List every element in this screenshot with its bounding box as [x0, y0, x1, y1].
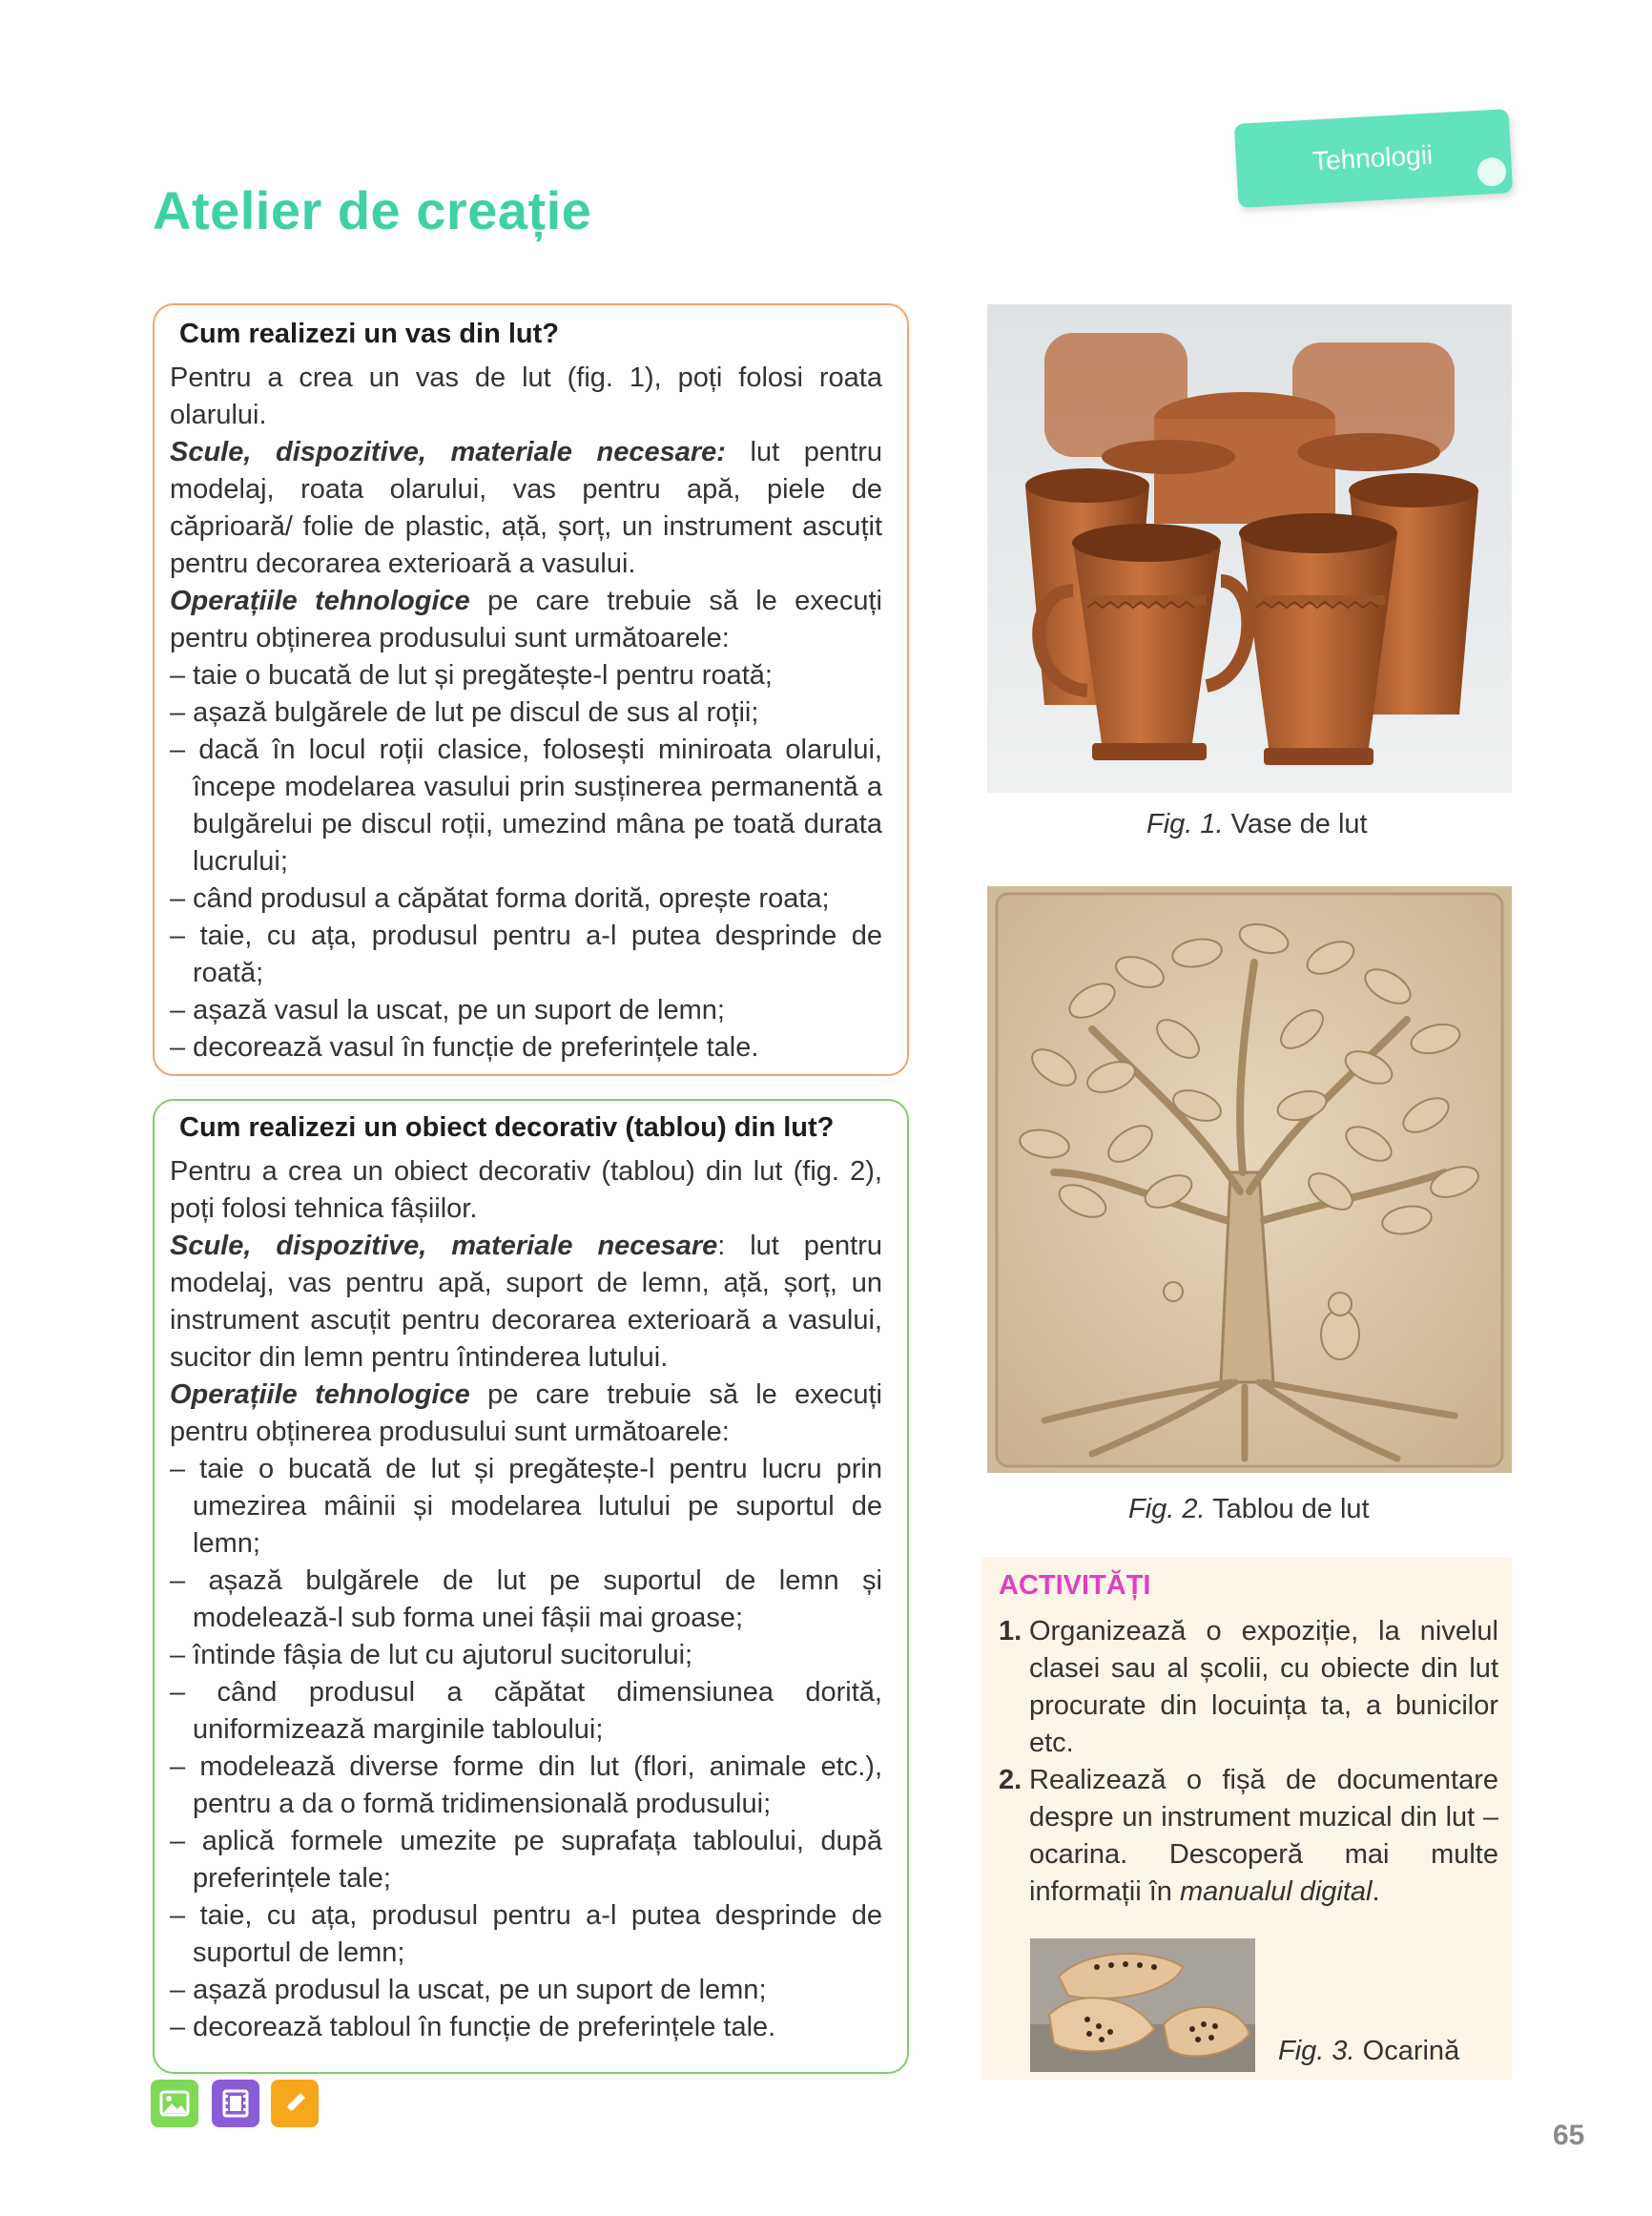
list-item: – dacă în locul roții clasice, folosești miniroata olarului, începe modelarea vasului prin susținerea permanentă a bulgărelui pe discul roții, umezind mâna pe toată durata lucrului; — [170, 735, 882, 877]
clay-tree-panel-photo — [987, 886, 1512, 1473]
operations-text: pe care trebuie să le execuți pentru obținerea produsului sunt următoarele: — [170, 1379, 882, 1447]
list-item: – întinde fâșia de lut cu ajutorul sucitorului; — [170, 1640, 693, 1670]
pencil-icon[interactable] — [271, 2080, 319, 2127]
figure-1-caption — [1146, 809, 1368, 840]
ocarina-photo — [1030, 1938, 1255, 2072]
tools-text: : lut pentru modelaj, vas pentru apă, suport de lemn, ață, șorț, un instrument ascuțit pentru decorarea exterioară a vasului, sucitor din lemn pentru întinderea lutului. — [170, 1231, 883, 1373]
list-item: – așază bulgărele de lut pe discul de sus al roții; — [170, 697, 759, 728]
clay-panel-box — [153, 1099, 909, 2074]
list-item: – când produsul a căpătat forma dorită, oprește roata; — [170, 883, 830, 914]
activities-heading: ACTIVITĂȚI — [999, 1570, 1151, 1601]
activity-item-2 — [999, 1762, 1498, 1911]
clay-vessel-operations — [170, 583, 882, 657]
list-item: – așază bulgărele de lut pe suportul de lemn și modelează-l sub forma unei fâșii mai groase; — [170, 1565, 882, 1633]
figure-2-label: Fig. 2. — [1128, 1494, 1206, 1524]
list-item: – taie, cu ața, produsul pentru a-l putea desprinde de roată; — [170, 921, 882, 988]
clay-panel-tools — [170, 1228, 882, 1377]
clay-vessel-intro: Pentru a crea un vas de lut (fig. 1), poți folosi roata olarului. — [170, 362, 882, 430]
tools-label: Scule, dispozitive, materiale necesare — [170, 1231, 718, 1261]
tools-label: Scule, dispozitive, materiale necesare: — [170, 437, 726, 467]
film-icon[interactable] — [212, 2080, 259, 2127]
page-title: Atelier de creație — [153, 180, 592, 240]
tools-text: lut pentru modelaj, roata olarului, vas pentru apă, piele de căprioară/ folie de plastic, ață, șorț, un instrument ascuțit pentru decorarea exterioară a vasului. — [170, 437, 882, 579]
list-item: – aplică formele umezite pe suprafața tabloului, după preferințele tale; — [170, 1826, 882, 1894]
page-curl-decoration — [1476, 156, 1507, 187]
list-item: – așază vasul la uscat, pe un suport de lemn; — [170, 995, 725, 1025]
clay-vessels-photo — [987, 304, 1512, 793]
activity-text: Organizează o expoziție, la nivelul clasei sau al școlii, cu obiecte din lut procurate din locuința ta, a bunicilor etc. — [1029, 1616, 1498, 1758]
operations-text: pe care trebuie să le execuți pentru obținerea produsului sunt următoarele: — [170, 586, 882, 653]
list-item: – decorează tabloul în funcție de preferințele tale. — [170, 2012, 776, 2042]
list-item: – decorează vasul în funcție de preferințele tale. — [170, 1032, 759, 1063]
page-number: 65 — [1553, 2120, 1585, 2151]
list-item: – când produsul a căpătat dimensiunea dorită, uniformizează marginile tabloului; — [170, 1677, 882, 1745]
figure-1-label: Fig. 1. — [1146, 809, 1224, 839]
activity-item-1 — [999, 1613, 1498, 1762]
clay-panel-steps — [170, 1451, 882, 2046]
figure-2-text: Tablou de lut — [1205, 1494, 1370, 1524]
figure-1-text: Vase de lut — [1223, 809, 1368, 839]
figure-3-label: Fig. 3. — [1278, 2036, 1355, 2066]
clay-vessel-steps — [170, 657, 882, 1067]
figure-2-caption — [1128, 1494, 1370, 1525]
section-tab-label: Tehnologii — [1311, 139, 1434, 176]
activity-number: 1. — [999, 1616, 1022, 1646]
figure-3-text: Ocarină — [1354, 2036, 1460, 2066]
list-item: – taie o bucată de lut și pregătește-l pentru roată; — [170, 660, 773, 691]
clay-vessel-tools — [170, 434, 882, 583]
activity-text-end: . — [1372, 1876, 1380, 1907]
figure-3-caption — [1278, 2036, 1459, 2067]
clay-panel-title: Cum realizezi un obiect decorativ (tablou) din lut? — [179, 1112, 835, 1143]
activity-number: 2. — [999, 1765, 1022, 1795]
digital-manual-link[interactable]: manualul digital — [1179, 1876, 1373, 1907]
clay-panel-intro: Pentru a crea un obiect decorativ (tablou) din lut (fig. 2), poți folosi tehnica fâșiilor. — [170, 1156, 882, 1224]
section-tab-badge[interactable] — [1234, 109, 1513, 208]
list-item: – așază produsul la uscat, pe un suport de lemn; — [170, 1975, 767, 2005]
operations-label: Operațiile tehnologice — [170, 1379, 470, 1410]
list-item: – modelează diverse forme din lut (flori, animale etc.), pentru a da o formă tridimensională produsului; — [170, 1751, 882, 1819]
image-icon[interactable] — [151, 2080, 198, 2127]
list-item: – taie, cu ața, produsul pentru a-l putea desprinde de suportul de lemn; — [170, 1900, 882, 1968]
clay-vessel-box — [153, 303, 909, 1076]
clay-vessel-title: Cum realizezi un vas din lut? — [179, 319, 560, 349]
clay-panel-operations — [170, 1377, 882, 1451]
list-item: – taie o bucată de lut și pregătește-l pentru lucru prin umezirea mâinii și modelarea lutului pe suportul de lemn; — [170, 1454, 882, 1559]
activity-text: Realizează o fișă de documentare despre un instrument muzical din lut – ocarina. Descoperă mai multe informații în — [1029, 1765, 1498, 1907]
operations-label: Operațiile tehnologice — [170, 586, 470, 616]
